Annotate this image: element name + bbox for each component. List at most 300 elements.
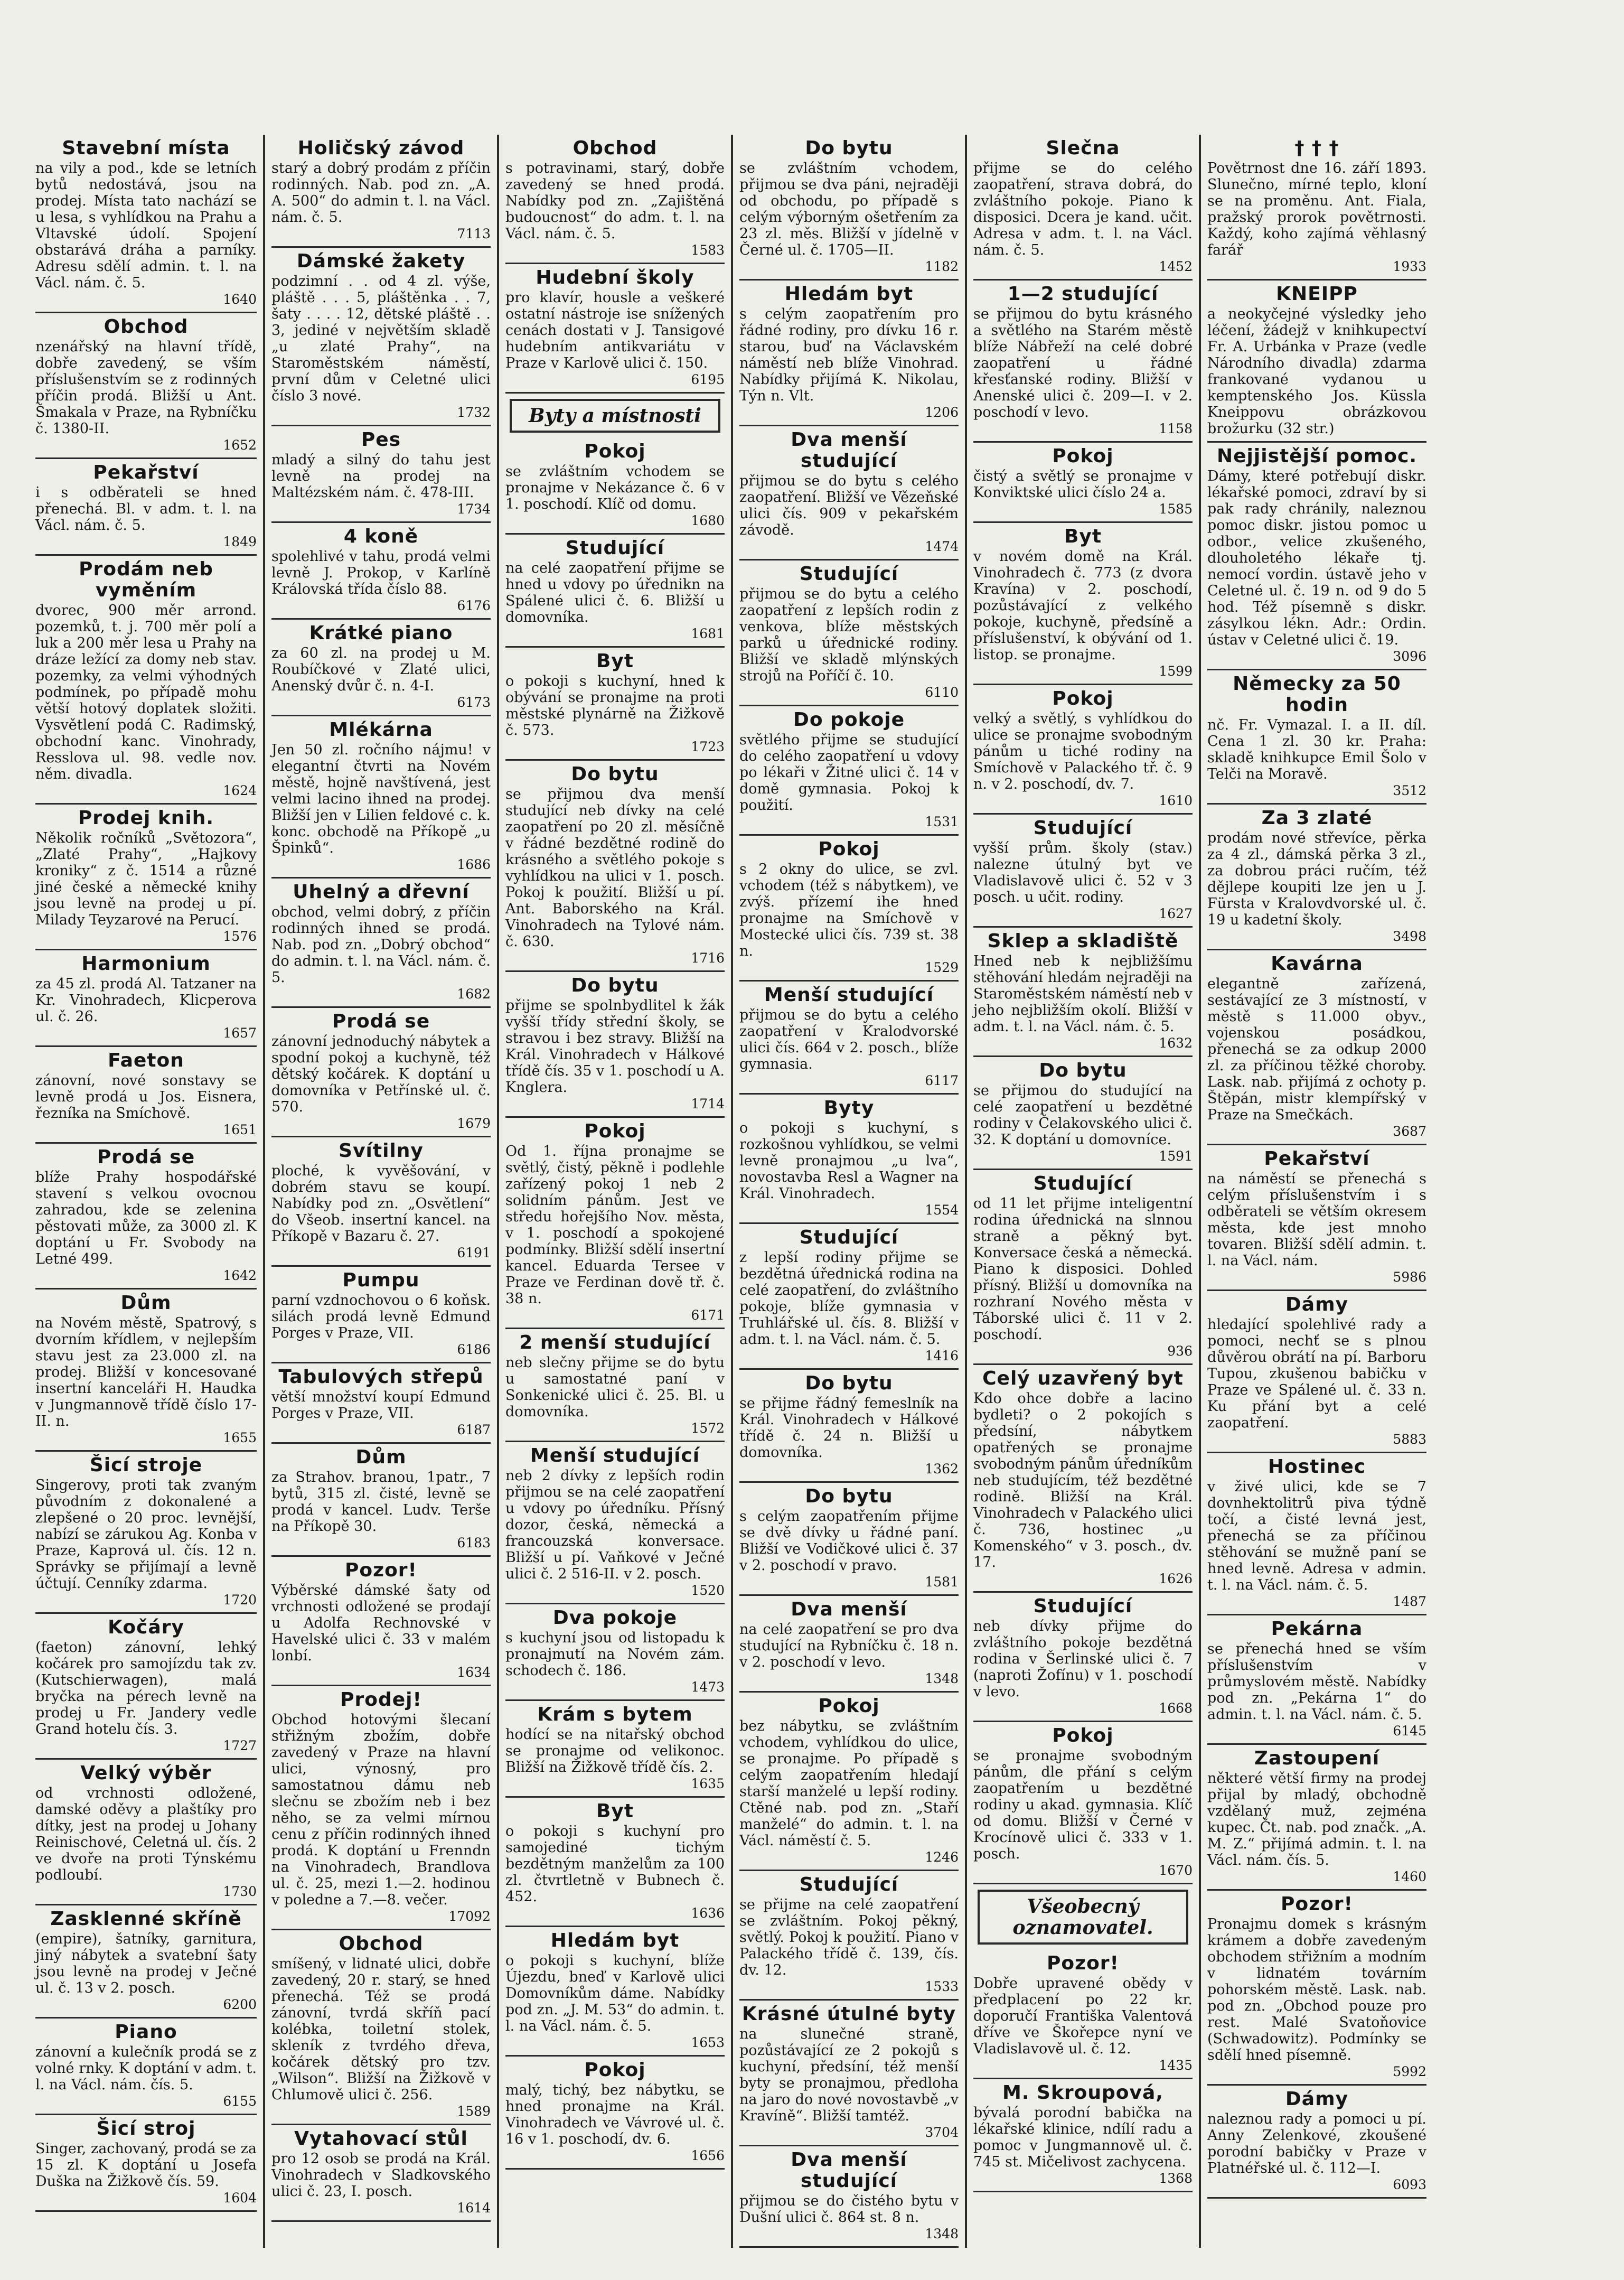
ad-number: 6093	[1393, 2177, 1426, 2192]
ad-number: 5883	[1393, 1432, 1426, 1447]
classified-ad	[271, 879, 491, 1008]
ad-heading: Celý uzavřený byt	[982, 1368, 1184, 1389]
classified-ad	[271, 1686, 491, 1930]
classified-ad	[973, 523, 1193, 685]
ad-number: 1368	[1159, 2171, 1193, 2186]
classified-ad	[1207, 135, 1426, 281]
classified-ad	[35, 1144, 257, 1289]
ad-heading: M. Skroupová,	[1002, 2082, 1163, 2104]
ad-body: přijmou se do bytu a celého zaopatření v Kralodvorské ulici čís. 664 v 2. posch., blíže gymnasia.	[739, 1007, 959, 1072]
ad-body: dvorec, 900 měr arrond. pozemků, t. j. 700 měr polí a luk a 200 měr lesa u Prahy na dráze ležící za domy neb stav. pozemky, za velmi výhodných podmínek, po případě mohu větší hotový doplatek složiti. Vysvětlení podá C. Radimský, obchodní kanc. Vinohrady, Resslova ul. 98. vedle nov. něm. divadla.	[35, 602, 257, 782]
classified-ad	[505, 1798, 725, 1927]
ad-body: smíšený, v lidnaté ulici, dobře zavedený, 20 r. starý, se hned přenechá. Též se prodá zánovní, tvrdá skříň pací kolébka, toiletní stolek, skleník z tvrdého dřeva, kočárek dětský pro tzv. „Wilson“. Bližší na Žižkově v Chlumově ulici č. 256.	[271, 1956, 491, 2103]
ad-heading: Do bytu	[1039, 1060, 1127, 1081]
ad-body: neb 2 dívky z lepších rodin přijmou se na celé zaopatření u vdovy po úředníku. Přísný dozor, česká, německá a francouzská konversace. Bližší u pí. Vaňkové v Ječné ulici č. 2 516-II. v 2. posch.	[505, 1468, 725, 1582]
classified-ad	[271, 1363, 491, 1444]
ad-body: s celým zaopatřením pro řádné rodiny, pro dívku 16 r. starou, buď na Václavském náměstí neb blíže Vinohrad. Nabídky přijímá K. Nikolau, Týn n. Vlt.	[739, 306, 959, 404]
ad-number: 1679	[457, 1116, 491, 1131]
classified-ad	[739, 1596, 959, 1693]
classified-ad	[505, 438, 725, 535]
ad-number: 1348	[925, 1671, 959, 1686]
classified-ad	[505, 972, 725, 1118]
classified-ad	[35, 459, 257, 556]
ad-body: o pokoji s kuchyní, blíže Újezdu, bneď v Karlově ulici Domovníkům dáme. Nabídky pod zn. „J. M. 53“ do admin. t. l. na Václ. nám. č. 5.	[505, 1952, 725, 2034]
ad-body: s celým zaopatřením přijme se dvě dívky u řádné paní. Bližší ve Vodičkové ulici č. 37 v 2. poschodí v pravo.	[739, 1508, 959, 1574]
ad-heading: Pokoj	[1052, 445, 1114, 467]
ad-body: podzimní . . od 4 zl. výše, pláště . . . 5, pláštěnka . . 7, šaty . . . . 12, dětské pláště . . 3, jediné v největším skladě „u zlaté Prahy“, na Staroměstském náměstí, první dům v Celetné ulici číslo 3 nové.	[271, 273, 491, 404]
ad-number: 1348	[925, 2226, 959, 2241]
classified-ad	[1207, 443, 1426, 670]
classified-ad	[271, 426, 491, 523]
ad-body: a neokyčejné výsledky jeho léčení, žádejž v knihkupectví Fr. A. Urbánka v Praze (vedle Národního divadla) zdarma frankované vydanou u kemptenského Jos. Küssla Kneippovu obrázkovou brožurku (32 str.)	[1207, 306, 1426, 437]
ad-number: 6117	[925, 1073, 959, 1088]
ad-heading: Kavárna	[1271, 953, 1363, 975]
ad-number: 1182	[925, 259, 959, 274]
ad-body: za 45 zl. prodá Al. Tatzaner na Kr. Vinohradech, Klicperova ul. č. 26.	[35, 976, 257, 1025]
ad-body: na celé zaopatření přijme se hned u vdovy po úřednikn na Spálené ulici č. 6. Bližší u domovníka.	[505, 560, 725, 625]
ad-body: na náměstí se přenechá s celým příslušenstvím i s odběrateli se větším okresem města, kde jest mnoho tovaren. Bližší sdělí admin. t. l. na Václ. nám.	[1207, 1171, 1426, 1269]
ad-number: 1652	[223, 437, 257, 453]
ad-heading: Velký výběr	[80, 1762, 212, 1784]
ad-heading: Prodej knih.	[78, 807, 214, 829]
ad-heading: KNEIPP	[1276, 283, 1358, 305]
ad-number: 1730	[223, 1884, 257, 1899]
ad-heading: Šicí stroje	[89, 1454, 203, 1476]
ad-heading: Zastoupení	[1254, 1748, 1380, 1769]
ad-heading: Pokoj	[584, 1120, 646, 1142]
ad-heading: Studující	[1033, 1173, 1133, 1194]
ad-body: Výběrské dámské šaty od vrchnosti odložené se prodají u Adolfa Rechnovské v Havelské ulici č. 33 v malém lonbí.	[271, 1582, 491, 1664]
ad-number: 1714	[691, 1096, 725, 1111]
ad-number: 7113	[457, 226, 491, 241]
ad-body: Singer, zachovaný, prodá se za 15 zl. K doptání u Josefa Duška na Žižkově čís. 59.	[35, 2141, 257, 2190]
ad-heading: Pes	[361, 429, 401, 451]
ad-heading: Krám s bytem	[537, 1704, 693, 1725]
ad-heading: Dva pokoje	[552, 1607, 678, 1629]
classified-ad	[271, 1444, 491, 1557]
ad-number: 1520	[691, 1583, 725, 1598]
ad-heading: Byt	[1064, 526, 1102, 547]
ad-body: Dobře upravené obědy v předplacení po 22 kr. doporučí Františka Valentová dříve ve Škořepce nyní ve Vladislavově ul. č. 12.	[973, 1975, 1193, 2057]
classified-ad	[973, 1593, 1193, 1722]
ad-number: 1435	[1159, 2058, 1193, 2073]
ad-body: bývalá porodní babička na lékařské klinice, ndílí radu a pomoc v Jungmannově ul. č. 745 st. Mičelivost zachycena.	[973, 2105, 1193, 2170]
classified-ad	[505, 1701, 725, 1798]
ad-body: malý, tichý, bez nábytku, se hned pronajme na Král. Vinohradech ve Vávrové ul. č. 16 v 1. poschodí, dv. 6.	[505, 2082, 725, 2147]
section-banner: Byty a místnosti	[510, 399, 720, 433]
ad-body: od vrchnosti odložené, damské oděvy a plaštíky pro dítky, jest na prodej u Johany Reinischové, Celetná ul. čís. 2 ve dvoře na proti Týnskému podloubí.	[35, 1785, 257, 1883]
ad-number: 1585	[1159, 501, 1193, 517]
ad-number: 17092	[448, 1909, 491, 1924]
ad-heading: Do bytu	[805, 1372, 893, 1394]
classified-ad	[1207, 281, 1426, 443]
column-5	[965, 135, 1199, 2248]
ad-heading: Studující	[565, 537, 665, 559]
classified-ad	[271, 248, 491, 426]
classified-ad	[35, 135, 257, 313]
ad-body: od 11 let přijme inteligentní rodina úřednická na slnnou straně a pěkný byt. Konversace česká a německá. Piano k disposici. Dohled přísný. Bližší u domovníka na rozhraní Nového města v Táborské ulici č. 11 v 2. poschodí.	[973, 1195, 1193, 1343]
ad-body: v živé ulici, kde se 7 dovnhektolitrů piva týdně točí, a čisté levná jest, přenechá se za příčinou stěhování se mužně paní se hned levně. Adresa v admin. t. l. na Václ. nám. č. 5.	[1207, 1479, 1426, 1593]
ad-heading: Hledám byt	[784, 283, 914, 305]
ad-number: 1727	[223, 1738, 257, 1753]
column-3	[497, 135, 731, 2248]
ad-heading: Nejjistější pomoc.	[1216, 445, 1418, 467]
ad-heading: Slečna	[1046, 137, 1120, 159]
ad-number: 6145	[1393, 1723, 1426, 1739]
ad-number: 1657	[223, 1025, 257, 1041]
ad-body: Kdo ohce dobře a lacino bydleti? o 2 pokojích s předsíní, nábytkem opatřených se pronajme svobodným pánům úředníkům neb studujícím, též bezdětné rodině. Bližší na Král. Vinohradech v Palackého ulici č. 736, hostinec „u Komenského“ v 3. posch., dv. 17.	[973, 1390, 1193, 1571]
ad-body: ploché, k vyvěšování, v dobrém stavu se koupí. Nabídky pod zn. „Osvětlení“ do Všeob. insertní kancel. na Příkopě v Bazaru č. 27.	[271, 1163, 491, 1245]
ad-body: čistý a světlý se pronajme v Konviktské ulici číslo 24 a.	[973, 468, 1193, 501]
ad-number: 1635	[691, 1776, 725, 1791]
ad-heading: Studující	[799, 1874, 899, 1895]
ad-number: 3687	[1393, 1124, 1426, 1139]
classified-ad	[35, 805, 257, 950]
ad-body: i s odběrateli se hned přenechá. Bl. v adm. t. l. na Václ. nám. č. 5.	[35, 484, 257, 534]
ad-body: (empire), šatníky, garnitura, jiný nábytek a svatební šaty jsou levně na prodej v Ječné ul. č. 13 v 2. posch.	[35, 1931, 257, 1996]
classified-ad	[271, 135, 491, 248]
ad-heading: Do bytu	[805, 1485, 893, 1507]
ad-number: 1636	[691, 1905, 725, 1921]
ad-body: se přijmou do bytu krásného a světlého na Starém městě blíže Nábřeží na celé dobré zaopatření u řádné křesťanské rodiny. Bližší v Anenské ulici č. 209—I. v 2. poschodí v levo.	[973, 306, 1193, 421]
ad-number: 936	[1167, 1343, 1193, 1359]
ad-number: 6195	[691, 372, 725, 387]
classified-ad	[505, 1442, 725, 1604]
classified-ad	[973, 815, 1193, 928]
ad-body: Hned neb k nejbližšímu stěhování hledám nejraději na Staroměstském náměstí neb v jeho nejbližším okolí. Bližší v adm. t. l. na Václ. nám. č. 5.	[973, 953, 1193, 1035]
ad-body: pro 12 osob se prodá na Král. Vinohradech v Sladkovského ulici č. 23, I. posch.	[271, 2151, 491, 2200]
classified-ad	[35, 1614, 257, 1760]
ad-number: 1572	[691, 1421, 725, 1436]
ad-heading: Hledám byt	[550, 1930, 680, 1951]
ad-body: se přijmou do studující na celé zaopatření u bezdětné rodiny v Čelakovského ulici č. 32. K doptání u domovníce.	[973, 1082, 1193, 1148]
ad-body: pro klavír, housle a veškeré ostatní nástroje ise snížených cenách dostati v J. Tansigové hudebním antikvariátu v Praze v Karlově ulici č. 150.	[505, 289, 725, 371]
ad-number: 1460	[1393, 1869, 1426, 1884]
classified-ad	[739, 1095, 959, 1224]
ad-number: 1206	[925, 405, 959, 420]
ad-number: 1614	[457, 2200, 491, 2216]
ad-number: 1452	[1159, 259, 1193, 274]
ad-number: 1626	[1159, 1571, 1193, 1586]
ad-heading: 4 koně	[343, 526, 419, 547]
ad-body: zánovní jednoduchý nábytek a spodní pokoj a kuchyně, též dětský kočárek. K doptání u domovníka v Petřínské ul. č. 570.	[271, 1033, 491, 1115]
ad-number: 1634	[457, 1665, 491, 1680]
ad-number: 6187	[457, 1422, 491, 1437]
classified-ad	[973, 1365, 1193, 1593]
ad-heading: Dámské žakety	[296, 250, 466, 272]
ad-heading: Obchod	[339, 1933, 424, 1955]
ad-number: 1651	[223, 1122, 257, 1137]
ad-body: Několik ročníků „Světozora“, „Zlaté Prahy“, „Hajkovy kroniky“ z č. 1514 a různé jiné české a německé knihy jsou levně na prodej u pí. Milady Teyzarové na Perucí.	[35, 830, 257, 928]
ad-number: 1680	[691, 513, 725, 528]
classified-ad	[973, 135, 1193, 281]
ad-heading: Do bytu	[805, 137, 893, 159]
ad-body: se přijme na celé zaopatření se zvláštním. Pokoj pěkný, světlý. Pokoj k použití. Piano v Palackého třídě č. 139, čís. dv. 12.	[739, 1896, 959, 1978]
ad-heading: Studující	[1033, 817, 1133, 839]
ad-number: 1589	[457, 2104, 491, 2119]
classified-ad	[973, 928, 1193, 1057]
ad-heading: Kočáry	[108, 1616, 184, 1638]
classified-ad	[271, 523, 491, 620]
ad-body: zánovní, nové sonstavy se levně prodá u Jos. Eisnera, řezníka na Smíchově.	[35, 1072, 257, 1122]
ad-body: parní vzdnochovou o 6 koňsk. silách prodá levně Edmund Porges v Praze, VII.	[271, 1292, 491, 1341]
ad-heading: Prodám neb vyměním	[79, 558, 213, 601]
ad-number: 1642	[223, 1268, 257, 1283]
ad-number: 1656	[691, 2148, 725, 2163]
classified-ad	[739, 2001, 959, 2146]
ad-heading: Dva menší studující	[791, 2149, 907, 2192]
classified-ad	[739, 1224, 959, 1370]
column-4	[731, 135, 965, 2248]
ad-heading: Faeton	[108, 1050, 184, 1071]
ad-heading: Obchod	[104, 316, 189, 338]
ad-heading: Stavební místa	[62, 137, 230, 159]
classified-ad	[739, 1693, 959, 1871]
ad-body: elegantně zařízená, sestávající ze 3 místností, v městě s 11.000 obyv., vojenskou posádkou, přenechá se za odkup 2000 zl. za příčinou těžké choroby. Lask. nab. přijímá z ochoty p. Štěpán, mistr klempířský v Praze na Smečkách.	[1207, 976, 1426, 1123]
classified-ad	[1207, 1291, 1426, 1453]
ad-body: přijmou se do čistého bytu v Dušní ulici č. 864 st. 8 n.	[739, 2193, 959, 2226]
ad-heading: Dámy	[1285, 2088, 1349, 2110]
ad-heading: Do pokoje	[793, 709, 905, 731]
classified-ad	[271, 2125, 491, 2222]
ad-heading: Prodá se	[332, 1011, 430, 1032]
classified-ad	[1207, 670, 1426, 805]
ad-heading: Menší studující	[764, 984, 934, 1006]
ad-body: na vily a pod., kde se letních bytů nedostává, jsou na prodej. Místa tato nachází se u lesa, s vyhlídkou na Prahu a Vltavské údolí. Spojení obstarává dráha a parníky. Adresu sdělí admin. t. l. na Václ. nám. č. 5.	[35, 160, 257, 291]
classified-ad	[973, 1057, 1193, 1170]
ad-heading: Šicí stroj	[96, 2118, 196, 2139]
ad-heading: Menší studující	[530, 1445, 700, 1466]
classified-ad	[35, 313, 257, 459]
ad-body: hledající spolehlivé rady a pomoci, nechť se s plnou důvěrou obrátí na pí. Barboru Tupou, zkušenou babičku v Praze ve Spálené ul. č. 33 n. Ku přání byt a celé zaopatření.	[1207, 1316, 1426, 1431]
ad-heading: Svítilny	[339, 1140, 424, 1162]
classified-ad	[271, 620, 491, 716]
ad-heading: Pokoj	[584, 441, 646, 462]
ad-number: 1653	[691, 2035, 725, 2050]
ad-number: 1473	[691, 1679, 725, 1695]
ad-number: 1686	[457, 857, 491, 872]
ad-number: 1487	[1393, 1594, 1426, 1609]
classified-ad	[35, 1905, 257, 2019]
ad-heading: Pekařství	[93, 462, 199, 483]
ad-number: 1158	[1159, 421, 1193, 436]
column-2	[263, 135, 497, 2248]
ad-heading: Německy za 50 hodin	[1233, 673, 1401, 716]
ad-heading: Krásné útulné byty	[741, 2003, 956, 2025]
classified-ad	[739, 982, 959, 1095]
ad-number: 1581	[925, 1574, 959, 1590]
ad-body: přijmou se do bytu s celého zaopatření. Bližší ve Vězeňské ulici čís. 909 v pekařském závodě.	[739, 473, 959, 538]
ad-number: 6171	[691, 1307, 725, 1323]
classified-ad	[739, 560, 959, 706]
ad-number: 1246	[925, 1849, 959, 1865]
ad-number: 6186	[457, 1342, 491, 1357]
classified-ad	[973, 2079, 1193, 2192]
ad-body: za Strahov. branou, 1patr., 7 bytů, 315 zl. čisté, levně se prodá v kancel. Ludv. Terše na Příkopě 30.	[271, 1469, 491, 1535]
ad-heading: Za 3 zlaté	[1261, 807, 1373, 829]
classified-ad	[973, 1170, 1193, 1365]
ad-heading: Studující	[799, 563, 899, 585]
ad-heading: Pumpu	[342, 1269, 420, 1291]
classified-ad	[1207, 1615, 1426, 1745]
ad-heading: Dámy	[1285, 1294, 1349, 1315]
classified-ad	[739, 1370, 959, 1483]
ad-heading: Hudební školy	[536, 267, 694, 288]
classified-ad	[739, 281, 959, 426]
ad-heading: Prodej!	[340, 1689, 422, 1711]
newspaper-page	[29, 135, 1603, 2248]
ad-number: 1682	[457, 986, 491, 1002]
ad-number: 6183	[457, 1535, 491, 1550]
ad-number: 1670	[1159, 1863, 1193, 1878]
ad-heading: Pokoj	[818, 1695, 880, 1717]
ad-number: 1529	[925, 960, 959, 975]
ad-number: 6110	[925, 685, 959, 700]
ad-heading: Obchod	[572, 137, 658, 159]
classified-ad	[505, 1604, 725, 1701]
ad-body: na slunečné straně, pozůstávající ze 2 pokojů s kuchyní, předsíní, též menší byty se pronajmou, předloha na jaro do nové novostavbě „v Kravíně“. Bližší tamtéž.	[739, 2026, 959, 2124]
ad-number: 1531	[925, 814, 959, 829]
ad-number: 1474	[925, 539, 959, 554]
ad-heading: Pokoj	[1052, 1725, 1114, 1746]
ad-body: na celé zaopatření se pro dva studující na Rybníčku č. 18 n. v 2. poschodí v levo.	[739, 1621, 959, 1670]
ad-body: mladý a silný do tahu jest levně na prodej na Maltézském nám. č. 478-III.	[271, 452, 491, 501]
ad-body: Jen 50 zl. ročního nájmu! v elegantní čtvrti na Novém městě, hojně navštívená, jest velmi lacino ihned na prodej. Bližší jen v Lilien feldové c. k. konc. obchodě na Příkopě „u Špinků“.	[271, 742, 491, 856]
ad-number: 1933	[1393, 259, 1426, 274]
ad-body: s kuchyní jsou od listopadu k pronajmutí na Novém zám. schodech č. 186.	[505, 1630, 725, 1679]
ad-body: naleznou rady a pomoci u pí. Anny Zelenkové, zkoušené porodní babičky v Praze v Platnéřské ul. č. 112—I.	[1207, 2111, 1426, 2176]
ad-heading: Uhelný a dřevní	[293, 881, 470, 903]
ad-heading: Dva menší	[791, 1599, 907, 1620]
classified-ad	[505, 135, 725, 264]
classified-ad	[35, 2019, 257, 2115]
ad-number: 6173	[457, 695, 491, 710]
ad-body: se zvláštním vchodem se pronajme v Nekázance č. 6 v 1. poschodí. Klíč od domu.	[505, 463, 725, 512]
ad-number: 1416	[925, 1348, 959, 1363]
ad-number: 1723	[691, 739, 725, 754]
column-1	[29, 135, 263, 2248]
ad-heading: Pokoj	[818, 838, 880, 860]
classified-ad	[1207, 1145, 1426, 1291]
ad-body: z lepší rodiny přijme se bezdětná úřednická rodina na celé zaopatření, do zvláštního pokoje, blíže gymnasia v Truhlářské ul. čís. 8. Bližší v adm. t. l. na Václ. nám. č. 5.	[739, 1249, 959, 1348]
classified-ad	[1207, 1745, 1426, 1891]
ad-number: 1732	[457, 405, 491, 420]
ad-number: 1604	[223, 2190, 257, 2206]
ad-body: (faeton) zánovní, lehký kočárek pro samojízdu tak zv. (Kutschierwagen), malá bryčka na pérech levně na prodej u Fr. Jandery vedle Grand hotelu čís. 3.	[35, 1639, 257, 1737]
classified-ad	[739, 2146, 959, 2248]
ad-number: 1681	[691, 626, 725, 641]
ad-body: v novém domě na Král. Vinohradech č. 773 (z dvora Kravína) v 2. poschodí, pozůstávající z velkého pokoje, kuchyně, předsíně a příslušenství, k obývání od 1. listop. se pronajme.	[973, 548, 1193, 663]
ad-body: na Novém městě, Spatrový, s dvorním křídlem, v nejlepším stavu jest za 23.000 zl. na prodej. Bližší v koncesované insertní kanceláři H. Haudka v Jungmannově třídě číslo 17-II. n.	[35, 1315, 257, 1429]
ad-number: 1591	[1159, 1148, 1193, 1164]
ad-heading: Mlékárna	[329, 719, 433, 741]
ad-body: zánovní a kulečník prodá se z volné rnky. K doptání v adm. t. l. na Václ. nám. čís. 5.	[35, 2044, 257, 2093]
ad-body: neb dívky přijme do zvláštního pokoje bezdětná rodina v Šerlinské ulici č. 7 (naproti Žofínu) v 1. poschodí v levo.	[973, 1618, 1193, 1700]
classified-ad	[973, 443, 1193, 523]
ad-number: 6176	[457, 598, 491, 613]
classified-ad	[271, 1267, 491, 1363]
ad-body: o pokoji s kuchyní, s rozkošnou vyhlídkou, se velmi levně pronajmou „u lva“, novostavba Resl a Wagner na Král. Vinohradech.	[739, 1120, 959, 1202]
classified-ad	[505, 535, 725, 648]
classified-ad	[505, 1329, 725, 1442]
classified-ad	[35, 950, 257, 1047]
ad-body: prodám nové střevíce, pěrka za 4 zl., dámská pěrka 3 zl., za dobrou práci ručím, též dějlepe koupiti lze jen u J. Fürsta v Kralovdvorské ul. č. 19 u kadetní školy.	[1207, 830, 1426, 928]
ad-body: o pokoji s kuchyní pro samojediné tichým bezdětným manželům za 100 zl. čtvrtletně v Bubnech č. 452.	[505, 1823, 725, 1905]
ad-body: se přijmou dva menší studující neb dívky na celé zaopatření po 20 zl. měsíčně v řádné bezdětné rodině do krásného a světlého pokoje s vyhlídkou na ulici v 1. posch. Pokoj k použití. Bližší u pí. Ant. Baborského na Král. Vinohradech na Tylové nám. č. 630.	[505, 786, 725, 950]
classified-ad	[35, 1047, 257, 1144]
ad-body: přijme se spolnbydlitel k žák vyšší třídy střední školy, se stravou i bez stravy. Bližší na Král. Vinohradech v Hálkové třídě čís. 35 v 1. poschodí u A. Knglera.	[505, 997, 725, 1096]
classified-ad	[739, 1871, 959, 2001]
ad-heading: Hostinec	[1268, 1456, 1366, 1478]
classified-ad	[739, 836, 959, 982]
ad-number: 3498	[1393, 929, 1426, 944]
ad-body: starý a dobrý prodám z příčin rodinných. Nab. pod zn. „A. A. 500“ do admin t. l. na Václ. nám. č. 5.	[271, 160, 491, 226]
ad-heading: Pekařství	[1264, 1148, 1370, 1170]
ad-body: nzenářský na hlavní třídě, dobře zavedený, se vším příslušenstvím se z rodinných příčin prodá. Bližší u Ant. Šmakala v Praze, na Rybníčku č. 1380-II.	[35, 339, 257, 437]
classified-ad	[973, 1950, 1193, 2079]
ad-heading: Pokoj	[584, 2059, 646, 2081]
ad-heading: Pokoj	[1052, 688, 1114, 709]
ad-heading: Pozor!	[345, 1559, 417, 1581]
ad-heading: Studující	[799, 1227, 899, 1248]
column-6	[1199, 135, 1433, 2248]
classified-ad	[973, 685, 1193, 815]
classified-ad	[739, 426, 959, 560]
ad-body: blíže Prahy hospodářské stavení s velkou ovocnou zahradou, kde se zelenina pěstovati může, za 3000 zl. K doptání u Fr. Svobody na Letné 499.	[35, 1169, 257, 1267]
classified-ad	[1207, 2086, 1426, 2199]
ad-heading: Byty	[823, 1097, 875, 1119]
ad-number: 1734	[457, 501, 491, 517]
ad-body: Od 1. října pronajme se světlý, čistý, pěkně i podlehle zařízený pokoj 1 neb 2 solidním pánům. Jest ve středu hořejšího Nov. města, v 1. poschodí a spokojené podmínky. Bližší sdělí insertní kancel. Eduarda Tersee v Praze ve Ferdinan dově tř. č. 38 n.	[505, 1143, 725, 1307]
ad-body: velký a světlý, s vyhlídkou do ulice se pronajme svobodným pánům u tiché rodiny na Smíchově v Palackého tř. č. 9 n. v 2. poschodí, dv. 7.	[973, 711, 1193, 792]
classified-ad	[505, 1927, 725, 2057]
classified-ad	[739, 135, 959, 281]
classified-ad	[271, 1137, 491, 1267]
ad-number: 6155	[223, 2094, 257, 2109]
ad-number: 3512	[1393, 783, 1426, 798]
ad-heading: 1—2 studující	[1007, 283, 1159, 305]
ad-number: 1554	[925, 1202, 959, 1218]
classified-ad	[505, 648, 725, 761]
ad-body: bez nábytku, se zvláštním vchodem, vyhlídkou do ulice, se pronajme. Po případě s celým zaopatřením hledají starší manželé u lepší rodiny. Ctěné nab. pod zn. „Staří manželé“ do admin. t. l. na Václ. náměstí č. 5.	[739, 1718, 959, 1849]
ad-body: se pronajme svobodným pánům, dle přání s celým zaopatřením u bezdětné rodiny u akad. gymnasia. Klíč od domu. Bližší v Černé v Krocínově ulici č. 333 v 1. posch.	[973, 1748, 1193, 1862]
classified-ad	[505, 761, 725, 972]
ad-heading: Zasklenné skříně	[50, 1908, 242, 1930]
ad-number: 1583	[691, 242, 725, 258]
ad-body: Obchod hotovými šlecaní střižným zbožím, dobře zavedený v Praze na hlavní ulici, výnosný, pro samostatnou dámu neb slečnu se zbožím neb i bez něho, se za velmi mírnou cenu z příčin rodinných ihned prodá. K doptání u Frenndn na Vinohradech, Brandlova ul. č. 25, mezi 1.—2. hodinou v poledne a 7.—8. večer.	[271, 1712, 491, 1908]
ad-heading: Studující	[1033, 1595, 1133, 1617]
ad-body: přijmou se do bytu a celého zaopatření z lepších rodin z venkova, blíže městských parků u úřednické rodiny. Bližší ve skladě mlýnských strojů na Poříčí č. 10.	[739, 586, 959, 684]
ad-heading: Pekárna	[1271, 1618, 1363, 1640]
ad-number: 3096	[1393, 649, 1426, 664]
ad-heading: Tabulových střepů	[278, 1366, 484, 1388]
ad-number: 1849	[223, 534, 257, 549]
classified-ad	[271, 716, 491, 879]
ad-heading: Dva menší studující	[791, 429, 907, 472]
ad-number: 5986	[1393, 1269, 1426, 1285]
ad-body: neb slečny přijme se do bytu u samostatné paní v Sonkenické ulici č. 25. Bl. u domovníka.	[505, 1354, 725, 1420]
classified-ad	[505, 1118, 725, 1329]
ad-body: Pronajmu domek s krásným krámem a dobře zavedeným obchodem střižním a modním v lidnatém továrním pohorském městě. Lask. nab. pod zn. „Obchod pouze pro rest. Malé Svatoňovice (Schwadowitz). Podmínky se sdělí hned písemně.	[1207, 1916, 1426, 2063]
ad-heading: Byt	[596, 650, 634, 672]
classified-ad	[35, 1452, 257, 1614]
ad-body: se zvláštním vchodem, přijmou se dva páni, nejraději od obchodu, po případě s celým výborným ošetřením za 23 zl. měs. Bližší v jídelně v Černé ul. č. 1705—II.	[739, 160, 959, 258]
classified-ad	[973, 1722, 1193, 1884]
ad-number: 6200	[223, 1997, 257, 2012]
ad-body: přijme se do celého zaopatření, strava dobrá, do zvláštního pokoje. Piano k disposici. Dcera je kand. učit. Adresa v adm. t. l. na Václ. nám. č. 5.	[973, 160, 1193, 258]
classified-ad	[739, 1483, 959, 1596]
ad-number: 1655	[223, 1430, 257, 1445]
